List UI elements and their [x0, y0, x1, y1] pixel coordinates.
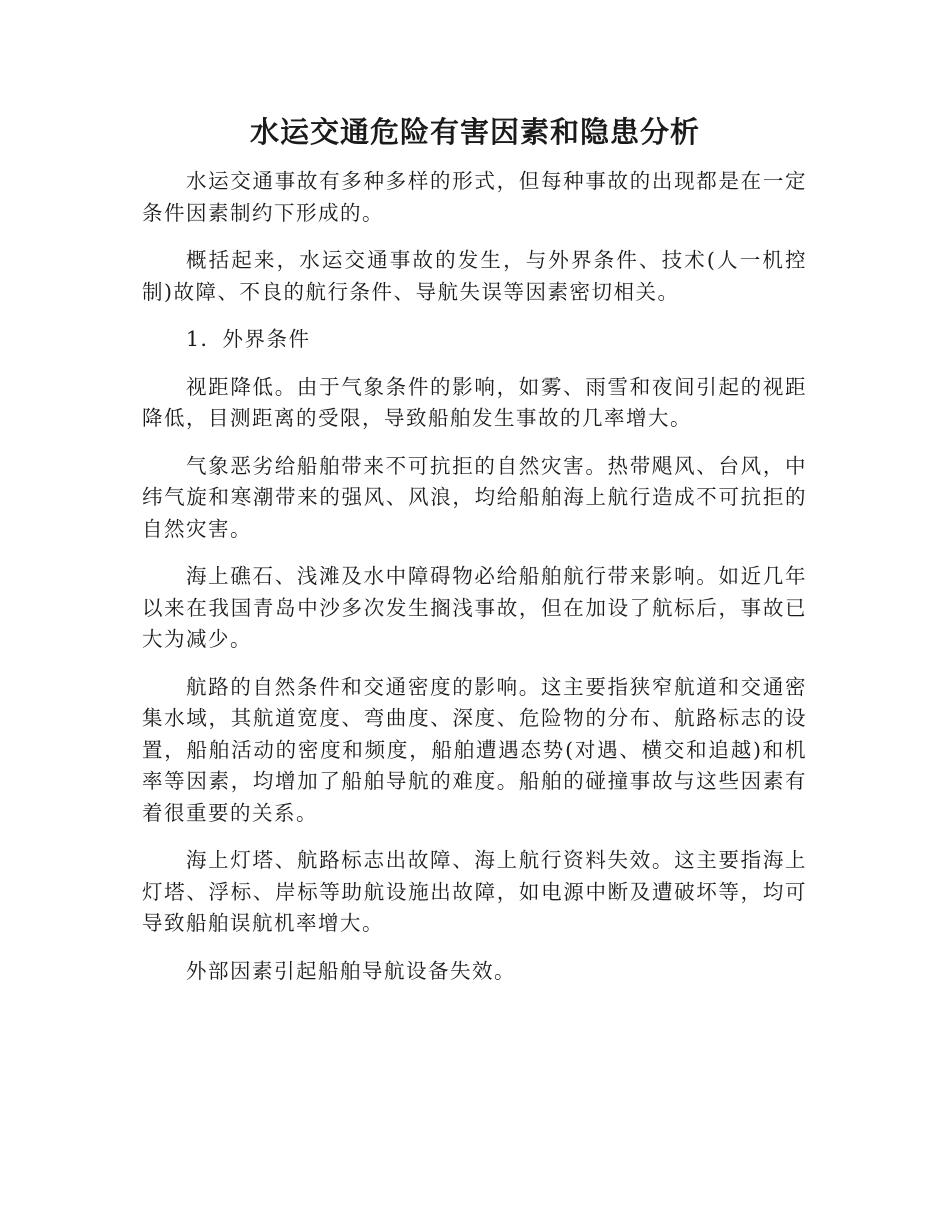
paragraph-intro: 水运交通事故有多种多样的形式，但每种事故的出现都是在一定条件因素制约下形成的。 — [142, 169, 807, 225]
document-title: 水运交通危险有害因素和隐患分析 — [249, 115, 700, 149]
document-body — [142, 166, 807, 1003]
section-heading-external-conditions: 1．外界条件 — [186, 327, 311, 351]
paragraph-navigation-equipment: 外部因素引起船舶导航设备失效。 — [186, 958, 516, 983]
paragraph-lighthouses: 海上灯塔、航路标志出故障、海上航行资料失效。这主要指海上灯塔、浮标、岸标等助航设施出故障，如电源中断及遭破坏等，均可导致船舶误航机率增大。 — [142, 848, 807, 935]
paragraph-reefs: 海上礁石、浅滩及水中障碍物必给船舶航行带来影响。如近几年以来在我国青岛中沙多次发生搁浅事故，但在加设了航标后，事故已大为减少。 — [142, 564, 807, 651]
paragraph-visibility: 视距降低。由于气象条件的影响，如雾、雨雪和夜间引起的视距降低，目测距离的受限，导致船舶发生事故的几率增大。 — [142, 374, 807, 430]
paragraph-summary: 概括起来，水运交通事故的发生，与外界条件、技术(人一机控制)故障、不良的航行条件、导航失误等因素密切相关。 — [142, 248, 807, 304]
paragraph-weather: 气象恶劣给船舶带来不可抗拒的自然灾害。热带飓风、台风，中纬气旋和寒潮带来的强风、风浪，均给船舶海上航行造成不可抗拒的自然灾害。 — [142, 453, 807, 541]
paragraph-route-conditions: 航路的自然条件和交通密度的影响。这主要指狭窄航道和交通密集水域，其航道宽度、弯曲度、深度、危险物的分布、航路标志的设置，船舶活动的密度和频度，船舶遭遇态势(对遇、横交和追越)和机率等因素，均增加了船舶导航的难度。船舶的碰撞事故与这些因素有着很重要的关系。 — [142, 674, 807, 825]
